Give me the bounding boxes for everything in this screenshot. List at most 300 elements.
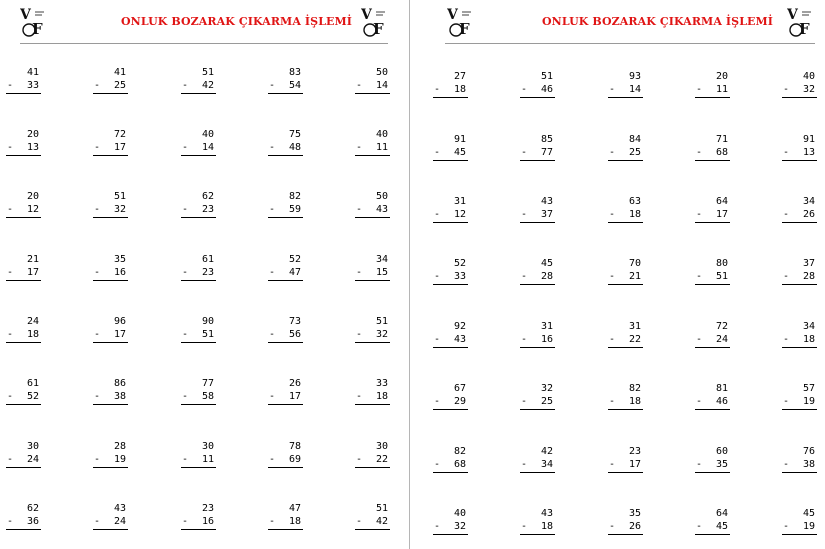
subtrahend: 28 [540,271,553,282]
subtraction-problem [6,503,42,533]
subtrahend: 77 [540,147,553,158]
minuend: 31 [540,321,553,332]
answer-line [181,404,216,405]
answer-line [268,155,303,156]
subtrahend: 46 [540,84,553,95]
minuend: 70 [628,258,641,269]
minuend: 77 [201,378,214,389]
subtrahend: 23 [201,204,214,215]
answer-line [181,529,216,530]
answer-line [608,97,643,98]
vf-logo [361,6,387,38]
subtraction-problem [268,441,304,471]
subtraction-problem [268,378,304,408]
subtrahend: 24 [26,454,39,465]
minus-sign: - [7,204,14,215]
answer-line [520,472,555,473]
answer-line [181,467,216,468]
minuend: 50 [375,191,388,202]
minus-sign: - [94,204,101,215]
subtraction-problem [355,441,391,471]
subtrahend: 35 [715,459,728,470]
header-rule [445,43,815,44]
minuend: 41 [113,67,126,78]
minus-sign: - [521,209,528,220]
subtraction-problem [695,258,731,288]
svg-text:F: F [799,20,810,38]
vf-logo [787,6,813,38]
subtraction-problem [355,67,391,97]
subtraction-problem [355,316,391,346]
subtraction-problem [6,67,42,97]
minus-sign: - [609,147,616,158]
subtrahend: 42 [201,80,214,91]
answer-line [93,467,128,468]
minus-sign: - [783,147,790,158]
minus-sign: - [696,334,703,345]
minuend: 67 [453,383,466,394]
subtraction-problem [520,508,556,538]
subtraction-problem [355,191,391,221]
answer-line [695,472,730,473]
minus-sign: - [182,391,189,402]
minuend: 64 [715,508,728,519]
minuend: 90 [201,316,214,327]
subtraction-problem [608,446,644,476]
subtrahend: 58 [201,391,214,402]
subtraction-problem [268,254,304,284]
svg-text:F: F [32,20,43,38]
subtrahend: 18 [26,329,39,340]
minuend: 71 [715,134,728,145]
answer-line [93,404,128,405]
subtraction-problem [181,441,217,471]
minuend: 31 [628,321,641,332]
answer-line [93,217,128,218]
svg-text:V: V [787,7,798,23]
answer-line [433,409,468,410]
minuend: 72 [715,321,728,332]
minus-sign: - [609,84,616,95]
minuend: 51 [540,71,553,82]
subtraction-problem [608,383,644,413]
minuend: 34 [802,196,815,207]
minuend: 82 [628,383,641,394]
minus-sign: - [609,521,616,532]
subtrahend: 51 [715,271,728,282]
minus-sign: - [269,267,276,278]
subtrahend: 14 [201,142,214,153]
minus-sign: - [434,459,441,470]
minuend: 20 [26,129,39,140]
minuend: 96 [113,316,126,327]
answer-line [782,160,817,161]
minuend: 26 [288,378,301,389]
minuend: 42 [540,446,553,457]
subtraction-problem [355,129,391,159]
answer-line [782,534,817,535]
subtrahend: 22 [375,454,388,465]
minuend: 45 [802,508,815,519]
answer-line [433,347,468,348]
subtrahend: 17 [26,267,39,278]
answer-line [268,280,303,281]
subtraction-problem [93,129,129,159]
answer-line [433,284,468,285]
worksheet-title: ONLUK BOZARAK ÇIKARMA İŞLEMİ [121,15,353,28]
minus-sign: - [7,391,14,402]
subtraction-problem [268,191,304,221]
minuend: 30 [26,441,39,452]
minuend: 86 [113,378,126,389]
answer-line [181,155,216,156]
answer-line [268,217,303,218]
minuend: 60 [715,446,728,457]
subtraction-problem [181,191,217,221]
answer-line [608,222,643,223]
minus-sign: - [434,209,441,220]
subtraction-problem [608,196,644,226]
answer-line [695,97,730,98]
minus-sign: - [7,516,14,527]
minus-sign: - [356,80,363,91]
minus-sign: - [269,454,276,465]
subtraction-problem [608,71,644,101]
answer-line [268,467,303,468]
subtrahend: 17 [288,391,301,402]
minuend: 30 [375,441,388,452]
answer-line [268,404,303,405]
subtraction-problem [520,258,556,288]
answer-line [355,217,390,218]
subtrahend: 18 [453,84,466,95]
subtrahend: 17 [113,329,126,340]
minus-sign: - [434,521,441,532]
subtrahend: 23 [201,267,214,278]
subtraction-problem [695,383,731,413]
answer-line [181,93,216,94]
minus-sign: - [783,334,790,345]
minuend: 40 [453,508,466,519]
subtrahend: 19 [113,454,126,465]
minuend: 93 [628,71,641,82]
subtrahend: 36 [26,516,39,527]
minuend: 73 [288,316,301,327]
svg-text:F: F [373,20,384,38]
answer-line [6,217,41,218]
subtrahend: 11 [201,454,214,465]
answer-line [181,280,216,281]
subtrahend: 11 [375,142,388,153]
subtrahend: 29 [453,396,466,407]
subtraction-problem [6,316,42,346]
minuend: 31 [453,196,466,207]
answer-line [93,155,128,156]
answer-line [608,472,643,473]
subtrahend: 18 [288,516,301,527]
answer-line [355,404,390,405]
subtraction-problem [93,316,129,346]
minus-sign: - [182,267,189,278]
svg-text:V: V [447,7,458,23]
minus-sign: - [696,147,703,158]
minuend: 35 [113,254,126,265]
subtraction-problem [608,321,644,351]
answer-line [520,409,555,410]
minuend: 30 [201,441,214,452]
minuend: 61 [26,378,39,389]
minuend: 57 [802,383,815,394]
subtrahend: 56 [288,329,301,340]
subtraction-problem [181,129,217,159]
subtraction-problem [520,446,556,476]
minus-sign: - [7,142,14,153]
worksheet-title: ONLUK BOZARAK ÇIKARMA İŞLEMİ [542,15,774,28]
minuend: 72 [113,129,126,140]
subtraction-problem [433,134,469,164]
subtrahend: 32 [453,521,466,532]
answer-line [520,534,555,535]
subtrahend: 45 [453,147,466,158]
answer-line [6,280,41,281]
subtrahend: 12 [26,204,39,215]
minuend: 43 [540,508,553,519]
minuend: 91 [453,134,466,145]
minuend: 51 [375,503,388,514]
subtrahend: 24 [113,516,126,527]
subtrahend: 25 [540,396,553,407]
minus-sign: - [182,204,189,215]
answer-line [608,534,643,535]
subtrahend: 68 [715,147,728,158]
minuend: 20 [26,191,39,202]
subtraction-problem [782,383,818,413]
minuend: 45 [540,258,553,269]
minus-sign: - [356,329,363,340]
minus-sign: - [783,396,790,407]
minuend: 75 [288,129,301,140]
minuend: 51 [113,191,126,202]
answer-line [6,467,41,468]
subtraction-problem [268,129,304,159]
subtraction-problem [6,378,42,408]
minus-sign: - [696,84,703,95]
answer-line [608,160,643,161]
answer-line [782,222,817,223]
subtrahend: 24 [715,334,728,345]
subtrahend: 19 [802,396,815,407]
minus-sign: - [521,147,528,158]
minus-sign: - [521,396,528,407]
minus-sign: - [609,334,616,345]
minus-sign: - [434,147,441,158]
subtraction-problem [608,508,644,538]
minuend: 52 [288,254,301,265]
minuend: 82 [453,446,466,457]
subtrahend: 28 [802,271,815,282]
subtrahend: 45 [715,521,728,532]
subtrahend: 32 [113,204,126,215]
subtraction-problem [181,254,217,284]
minuend: 62 [201,191,214,202]
answer-line [782,284,817,285]
subtrahend: 59 [288,204,301,215]
subtrahend: 33 [453,271,466,282]
subtrahend: 54 [288,80,301,91]
minus-sign: - [269,391,276,402]
minuend: 40 [201,129,214,140]
minus-sign: - [696,271,703,282]
minuend: 80 [715,258,728,269]
minus-sign: - [434,396,441,407]
minus-sign: - [696,209,703,220]
subtraction-problem [433,321,469,351]
answer-line [6,404,41,405]
minus-sign: - [609,271,616,282]
subtrahend: 43 [375,204,388,215]
subtraction-problem [355,254,391,284]
vf-logo [447,6,473,38]
worksheet-left [4,0,404,549]
answer-line [93,93,128,94]
subtraction-problem [268,67,304,97]
subtrahend: 16 [540,334,553,345]
minuend: 82 [288,191,301,202]
subtrahend: 18 [628,209,641,220]
answer-line [695,534,730,535]
subtrahend: 32 [802,84,815,95]
subtrahend: 17 [628,459,641,470]
minuend: 50 [375,67,388,78]
subtraction-problem [93,254,129,284]
minuend: 23 [201,503,214,514]
minus-sign: - [269,516,276,527]
minus-sign: - [521,459,528,470]
subtraction-problem [355,378,391,408]
minuend: 34 [802,321,815,332]
subtrahend: 13 [26,142,39,153]
minus-sign: - [521,334,528,345]
minuend: 35 [628,508,641,519]
subtrahend: 52 [26,391,39,402]
answer-line [782,472,817,473]
minuend: 81 [715,383,728,394]
subtrahend: 25 [628,147,641,158]
minuend: 24 [26,316,39,327]
answer-line [520,160,555,161]
subtrahend: 14 [375,80,388,91]
vf-logo [20,6,46,38]
minus-sign: - [94,267,101,278]
minus-sign: - [182,142,189,153]
minus-sign: - [696,521,703,532]
svg-text:F: F [459,20,470,38]
answer-line [695,409,730,410]
answer-line [93,280,128,281]
subtrahend: 34 [540,459,553,470]
minuend: 40 [802,71,815,82]
minus-sign: - [7,329,14,340]
answer-line [355,342,390,343]
minus-sign: - [269,142,276,153]
minus-sign: - [521,521,528,532]
minus-sign: - [434,271,441,282]
minus-sign: - [783,459,790,470]
minus-sign: - [521,271,528,282]
subtraction-problem [93,378,129,408]
minus-sign: - [783,84,790,95]
answer-line [608,284,643,285]
subtrahend: 68 [453,459,466,470]
minuend: 32 [540,383,553,394]
subtrahend: 21 [628,271,641,282]
subtrahend: 16 [201,516,214,527]
subtraction-problem [520,134,556,164]
answer-line [6,155,41,156]
answer-line [181,217,216,218]
subtraction-problem [93,67,129,97]
minuend: 47 [288,503,301,514]
answer-line [695,284,730,285]
answer-line [93,342,128,343]
subtraction-problem [6,441,42,471]
subtraction-problem [433,508,469,538]
minus-sign: - [609,209,616,220]
minus-sign: - [609,459,616,470]
answer-line [268,93,303,94]
answer-line [520,97,555,98]
subtrahend: 19 [802,521,815,532]
answer-line [181,342,216,343]
answer-line [695,347,730,348]
minus-sign: - [7,80,14,91]
subtrahend: 12 [453,209,466,220]
subtraction-problem [93,191,129,221]
subtraction-problem [433,196,469,226]
subtraction-problem [695,134,731,164]
answer-line [782,409,817,410]
answer-line [520,222,555,223]
answer-line [782,347,817,348]
subtraction-problem [782,258,818,288]
subtrahend: 17 [715,209,728,220]
minus-sign: - [356,267,363,278]
minus-sign: - [7,267,14,278]
minuend: 28 [113,441,126,452]
minuend: 91 [802,134,815,145]
minus-sign: - [94,80,101,91]
minus-sign: - [94,329,101,340]
subtraction-problem [695,196,731,226]
answer-line [433,160,468,161]
minuend: 78 [288,441,301,452]
minuend: 43 [113,503,126,514]
answer-line [608,347,643,348]
header-rule [20,43,388,44]
minuend: 52 [453,258,466,269]
minus-sign: - [356,142,363,153]
subtraction-problem [695,446,731,476]
answer-line [520,347,555,348]
minus-sign: - [356,204,363,215]
subtrahend: 37 [540,209,553,220]
answer-line [433,97,468,98]
subtraction-problem [782,71,818,101]
subtraction-problem [268,503,304,533]
answer-line [355,93,390,94]
subtraction-problem [608,134,644,164]
subtraction-problem [695,321,731,351]
